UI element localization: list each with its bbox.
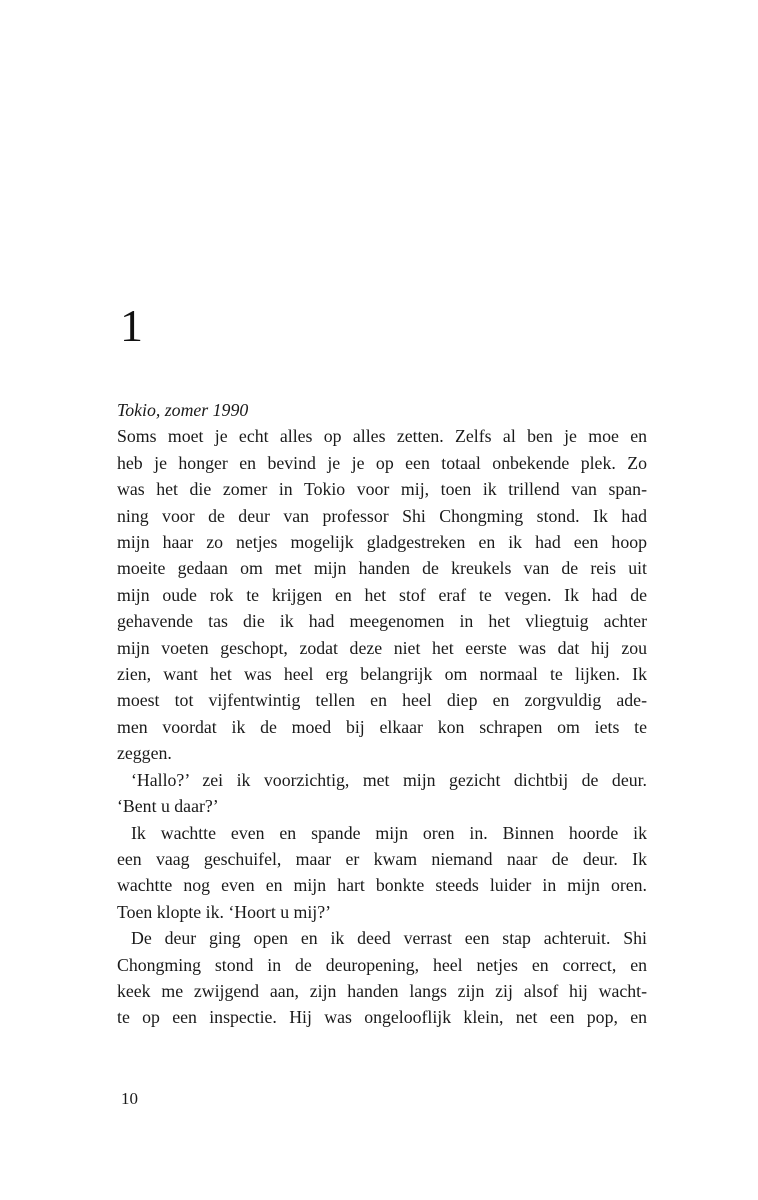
- text-line: was het die zomer in Tokio voor mij, toen ik trillend van span-: [117, 479, 647, 500]
- text-line: Ik wachtte even en spande mijn oren in. Binnen hoorde ik: [131, 822, 647, 843]
- text-line: mijn voeten geschopt, zodat deze niet het eerste was dat hij zou: [117, 637, 647, 658]
- page-number: 10: [121, 1089, 138, 1108]
- text-line: een vaag geschuifel, maar er kwam niemand naar de deur. Ik: [117, 848, 647, 869]
- text-line: te op een inspectie. Hij was ongelooflijk klein, net een pop, en: [117, 1007, 647, 1028]
- text-line: Toen klopte ik. ‘Hoort u mij?’: [117, 901, 332, 922]
- text-line: men voordat ik de moed bij elkaar kon schrapen om iets te: [117, 716, 647, 737]
- text-line: moeite gedaan om met mijn handen de kreukels van de reis uit: [117, 558, 647, 579]
- text-line: ning voor de deur van professor Shi Chongming stond. Ik had: [117, 505, 647, 526]
- text-line: moest tot vijfentwintig tellen en heel diep en zorgvuldig ade-: [117, 690, 647, 711]
- text-line: De deur ging open en ik deed verrast een stap achteruit. Shi: [131, 928, 647, 949]
- chapter-number: 1: [120, 300, 143, 351]
- text-line: heb je honger en bevind je je op een totaal onbekende plek. Zo: [117, 452, 647, 473]
- text-line: wachtte nog even en mijn hart bonkte steeds luider in mijn oren.: [117, 875, 647, 896]
- text-line: Chongming stond in de deuropening, heel netjes en correct, en: [117, 954, 647, 975]
- scene-heading: Tokio, zomer 1990: [117, 400, 249, 420]
- text-line: mijn haar zo netjes mogelijk gladgestreken en ik had een hoop: [117, 532, 647, 553]
- text-line: zien, want het was heel erg belangrijk om normaal te lijken. Ik: [117, 664, 647, 685]
- text-line: zeggen.: [117, 743, 172, 764]
- text-line: mijn oude rok te krijgen en het stof eraf te vegen. Ik had de: [117, 584, 647, 605]
- chapter-text: [117, 397, 647, 1031]
- text-line: gehavende tas die ik had meegenomen in het vliegtuig achter: [117, 611, 647, 632]
- text-line: Soms moet je echt alles op alles zetten. Zelfs al ben je moe en: [117, 426, 647, 447]
- text-line: keek me zwijgend aan, zijn handen langs zijn zij alsof hij wacht-: [117, 980, 647, 1001]
- text-line: ‘Bent u daar?’: [117, 796, 219, 817]
- text-line: ‘Hallo?’ zei ik voorzichtig, met mijn gezicht dichtbij de deur.: [131, 769, 647, 790]
